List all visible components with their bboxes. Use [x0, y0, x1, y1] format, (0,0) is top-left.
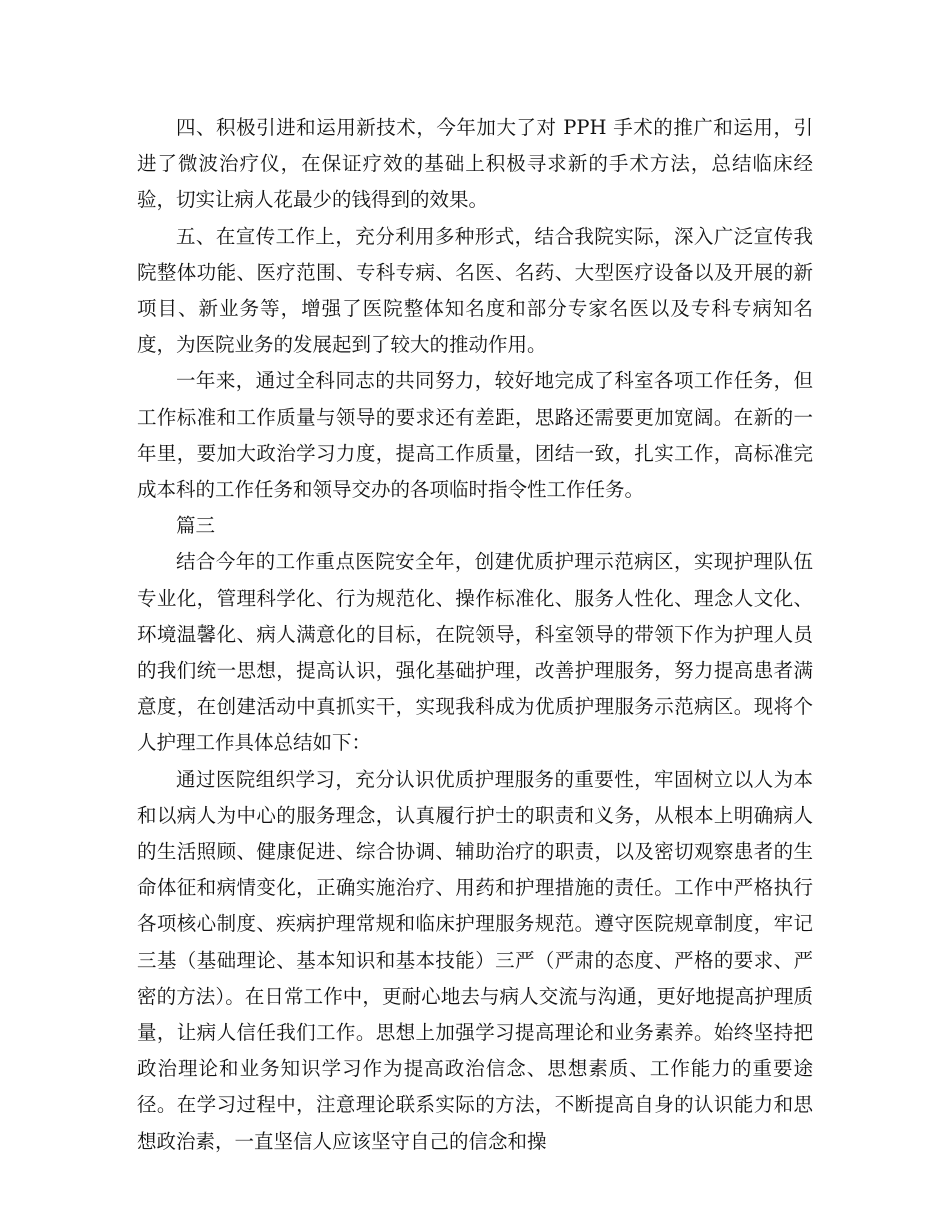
section-heading: 篇三	[176, 514, 216, 538]
paragraph-year-summary: 一年来，通过全科同志的共同努力，较好地完成了科室各项工作任务，但工作标准和工作质量与领导的要求还有差距，思路还需要更加宽阔。在新的一年里，要加大政治学习力度，提高工作质量，团结一致，扎实工作，高标准完成本科的工作任务和领导交办的各项临时指令性工作任务。	[137, 369, 813, 502]
paragraph-nursing-goals: 结合今年的工作重点医院安全年，创建优质护理示范病区，实现护理队伍专业化，管理科学化、行为规范化、操作标准化、服务人性化、理念人文化、环境温馨化、病人满意化的目标，在院领导，科室领导的带领下作为护理人员的我们统一思想，提高认识，强化基础护理，改善护理服务，努力提高患者满意度，在创建活动中真抓实干，实现我科成为优质护理服务示范病区。现将个人护理工作具体总结如下：	[137, 550, 813, 755]
paragraph-publicity-work: 五、在宣传工作上，充分利用多种形式，结合我院实际，深入广泛宣传我院整体功能、医疗范围、专科专病、名医、名药、大型医疗设备以及开展的新项目、新业务等，增强了医院整体知名度和部分专家名医以及专科专病知名度，为医院业务的发展起到了较大的推动作用。	[137, 224, 813, 357]
document-page	[137, 110, 813, 1160]
paragraph-new-technology: 四、积极引进和运用新技术，今年加大了对 PPH 手术的推广和运用，引进了微波治疗仪，在保证疗效的基础上积极寻求新的手术方法，总结临床经验，切实让病人花最少的钱得到的效果。	[137, 116, 813, 212]
paragraph-nursing-service: 通过医院组织学习，充分认识优质护理服务的重要性，牢固树立以人为本和以病人为中心的服务理念，认真履行护士的职责和义务，从根本上明确病人的生活照顾、健康促进、综合协调、辅助治疗的职责，以及密切观察患者的生命体征和病情变化，正确实施治疗、用药和护理措施的责任。工作中严格执行各项核心制度、疾病护理常规和临床护理服务规范。遵守医院规章制度，牢记三基（基础理论、基本知识和基本技能）三严（严肃的态度、严格的要求、严密的方法）。在日常工作中，更耐心地去与病人交流与沟通，更好地提高护理质量，让病人信任我们工作。思想上加强学习提高理论和业务素养。始终坚持把政治理论和业务知识学习作为提高政治信念、思想素质、工作能力的重要途径。在学习过程中，注意理论联系实际的方法，不断提高自身的认识能力和思想政治素，一直坚信人应该坚守自己的信念和操	[137, 767, 813, 1153]
